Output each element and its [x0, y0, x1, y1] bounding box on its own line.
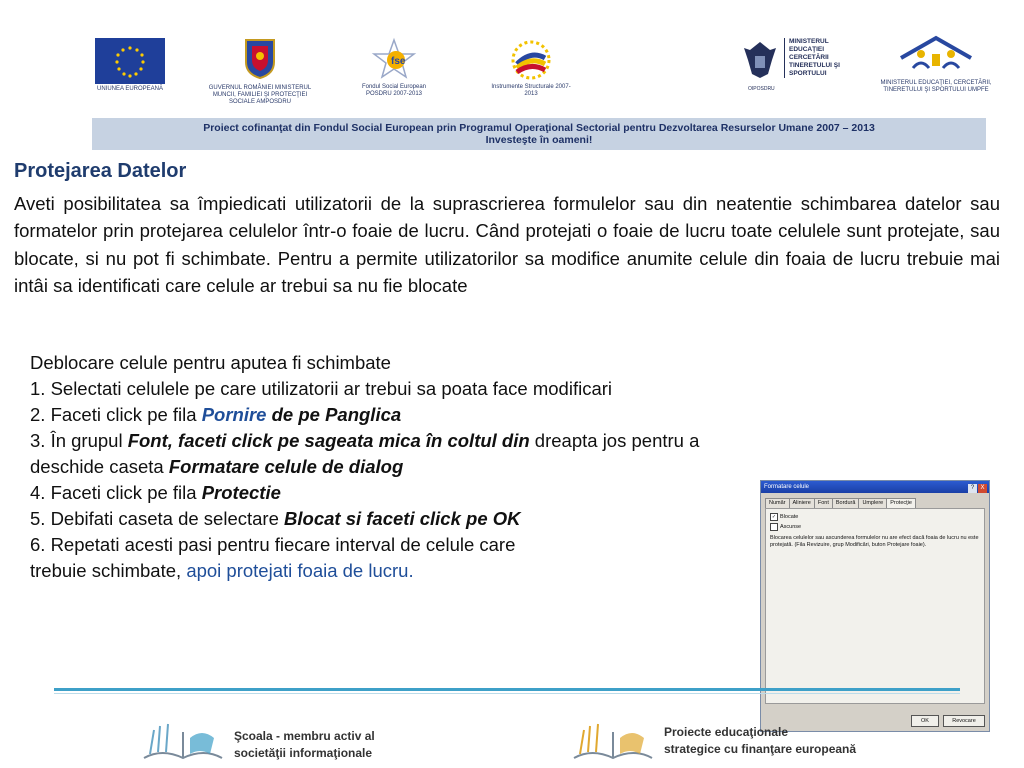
step-3-continued [30, 454, 1000, 480]
tab-aliniere[interactable]: Aliniere [789, 498, 815, 508]
step-text: 3. În grupul [30, 430, 128, 451]
steps-heading: Deblocare celule pentru aputea fi schimbate [30, 352, 391, 373]
pornire-tab-name: Pornire [201, 404, 267, 425]
close-icon[interactable]: X [978, 484, 987, 493]
footer-divider [54, 688, 960, 691]
svg-text:fse: fse [391, 56, 406, 67]
dialog-tabs [765, 498, 915, 508]
banner-line-2: Investeşte în oameni! [485, 134, 593, 146]
open-book-icon-2 [570, 718, 656, 764]
hidden-label: Ascunse [780, 524, 802, 530]
step-text: trebuie schimbate, [30, 560, 187, 581]
step-emphasis: de pe Panglica [266, 404, 402, 425]
dialog-titlebar [761, 481, 989, 493]
house-people-icon [893, 34, 979, 78]
banner-line-1: Proiect cofinanţat din Fondul Social European prin Programul Operaţional Sectorial pentru Dezvoltarea Resurselor Umane 2007 – 2013 [203, 122, 875, 134]
protection-note: Blocarea celulelor sau ascunderea formulelor nu are efect dacă foaia de lucru nu este protejată. (Fila Revizuire, grup Modificări, buton Protejare foaie). [770, 535, 979, 548]
fse-star-icon [369, 36, 419, 82]
locked-label: Blocate [780, 514, 799, 520]
step-emphasis: Protectie [201, 482, 281, 503]
footer-divider-thin [54, 693, 960, 694]
footer-left-line-2: societăţii informaţionale [234, 746, 373, 760]
footer-left-text [234, 728, 375, 762]
structural-instruments-icon [501, 36, 561, 82]
hidden-checkbox-row[interactable] [770, 523, 980, 531]
open-book-icon [140, 718, 226, 764]
footer-right-line-2: strategice cu finanţare europeană [664, 742, 857, 756]
hidden-checkbox[interactable] [770, 523, 778, 531]
logo-label: Instrumente Structurale 2007-2013 [491, 84, 571, 97]
tab-bordura[interactable]: Bordură [832, 498, 860, 508]
logo-label: UNIUNEA EUROPEANĂ [96, 86, 163, 92]
tab-numar[interactable]: Număr [765, 498, 790, 508]
protect-sheet-link[interactable]: apoi protejati foaia de lucru. [186, 560, 414, 581]
intro-paragraph: Aveti posibilitatea sa împiedicati utilizatorii de la suprascrierea formulelor sau din neatentie schimbarea datelor sau formatelor prin protejarea celulelor într-o foaie de lucru. Când protejati o foaie de lucru toate celulele sunt protejate, sau blocate, si nu pot fi schimbate. Pentru a permite utilizatorilor sa modifice anumite celule din foaia de lucru trebuie mai intâi sa identificati care celule ar trebui sa nu fie blocate [14, 193, 1000, 297]
tab-font[interactable]: Font [814, 498, 833, 508]
footer-right-line-1: Proiecte educaţionale [664, 725, 789, 739]
tab-umplere[interactable]: Umplere [858, 498, 887, 508]
government-logo [200, 32, 320, 106]
dialog-title: Formatare celule [764, 484, 810, 490]
step-text: 4. Faceti click pe fila [30, 482, 202, 503]
page-title: Protejarea Datelor [14, 160, 187, 182]
structural-instruments-logo [488, 32, 574, 98]
step-emphasis: Formatare celule de dialog [168, 456, 404, 477]
step-text: deschide caseta [30, 456, 169, 477]
step-2 [30, 402, 1000, 428]
step-emphasis: Blocat si faceti click pe OK [284, 508, 521, 529]
tab-protectie[interactable]: Protecţie [886, 498, 916, 508]
protection-panel [765, 508, 985, 704]
sponsor-logos [88, 32, 1000, 120]
eagle-crest-icon [740, 38, 780, 82]
eu-flag-logo [92, 32, 168, 93]
step-6: 6. Repetati acesti pasi pentru fiecare interval de celule care [30, 534, 516, 555]
step-text: dreapta jos pentru a [529, 430, 700, 451]
step-1: 1. Selectati celulele pe care utilizatorii ar trebui sa poata face modificari [30, 378, 613, 399]
step-3 [30, 428, 1000, 454]
coat-of-arms-icon [242, 36, 278, 80]
step-emphasis: Font, faceti click pe sageata mica în coltul din [127, 430, 530, 451]
locked-checkbox[interactable]: ✓ [771, 514, 777, 520]
ministry-name: MINISTERUL EDUCAŢIEI CERCETĂRII TINERETULUI ŞI SPORTULUI [784, 38, 857, 78]
footer-left-line-1: Şcoala - membru activ al [234, 729, 375, 743]
eu-flag-icon [95, 38, 165, 84]
umpfe-logo [878, 32, 994, 94]
logo-label: MINISTERUL EDUCAŢIEI, CERCETĂRII, TINERETULUI ŞI SPORTULUI UMPFE [880, 80, 992, 93]
cofinancing-banner [92, 118, 986, 150]
locked-checkbox-row[interactable] [770, 513, 980, 521]
logo-label: Fondul Social European POSDRU 2007-2013 [361, 84, 427, 97]
step-text: 2. Faceti click pe fila [30, 404, 202, 425]
step-text: 5. Debifati caseta de selectare [30, 508, 285, 529]
ok-button[interactable]: OK [911, 715, 939, 727]
help-icon[interactable]: ? [968, 484, 977, 493]
logo-label: GUVERNUL ROMÂNIEI MINISTERUL MUNCII, FAMILIEI ŞI PROTECŢIEI SOCIALE AMPOSDRU [208, 85, 312, 105]
format-cells-dialog [760, 480, 990, 732]
footer-right-text [664, 724, 856, 758]
cancel-button[interactable]: Revocare [943, 715, 985, 727]
logo-sublabel: OIPOSDRU [748, 86, 775, 92]
fse-logo [356, 32, 432, 98]
